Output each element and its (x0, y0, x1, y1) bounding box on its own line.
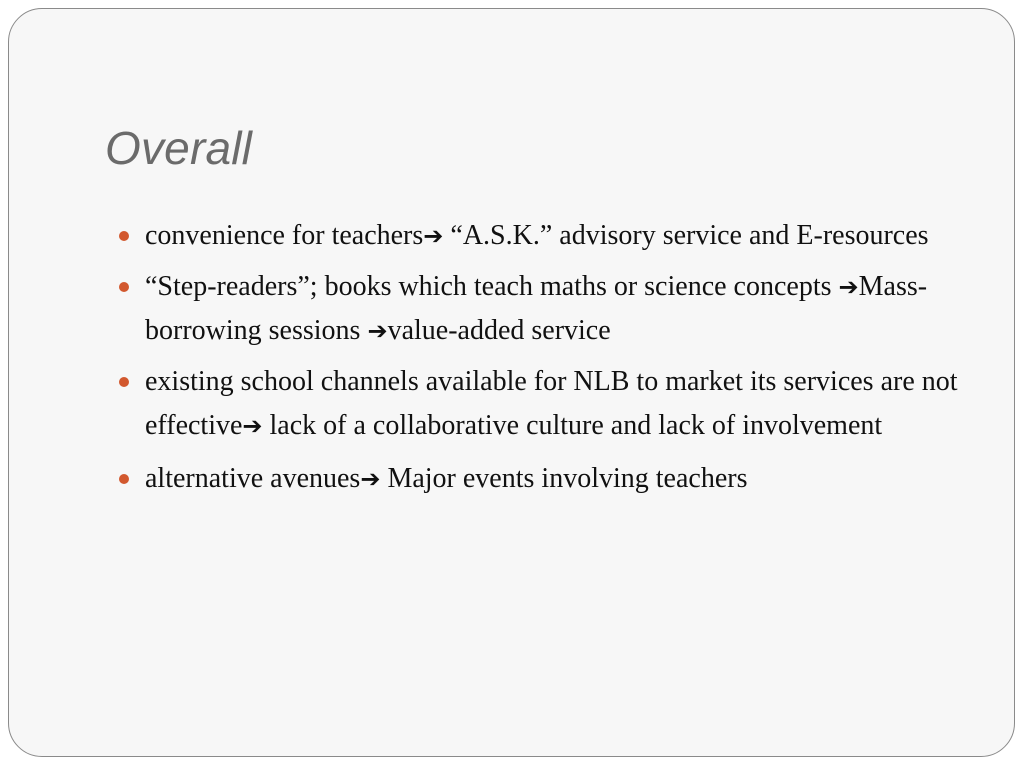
slide (8, 8, 1015, 757)
bullet-text-segment: value-added service (387, 315, 611, 346)
bullet-text-segment: “Step-readers”; books which teach maths or science concepts (145, 271, 839, 302)
bullet-text-segment: existing school channels available for NLB to market its services are not effective (145, 366, 958, 441)
bullet-text-segment: lack of a collaborative culture and lack of involvement (262, 410, 883, 441)
bullet-dot-icon (119, 231, 129, 241)
slide-title: Overall (105, 122, 253, 174)
bullet-text-segment: alternative avenues (145, 463, 361, 494)
bullet-item (119, 214, 969, 258)
bullet-text-segment: Mass-borrowing sessions (145, 271, 928, 346)
bullet-list (119, 214, 969, 508)
right-arrow-icon: ➔ (367, 317, 388, 345)
bullet-text-segment: “A.S.K.” advisory service and E-resources (443, 220, 929, 251)
bullet-dot-icon (119, 474, 129, 484)
bullet-dot-icon (119, 377, 129, 387)
bullet-item (119, 360, 969, 448)
right-arrow-icon: ➔ (242, 412, 263, 440)
bullet-text-segment: convenience for teachers (145, 220, 424, 251)
bullet-item (119, 457, 969, 501)
bullet-item (119, 265, 969, 353)
bullet-text-segment: Major events involving teachers (380, 463, 748, 494)
right-arrow-icon: ➔ (360, 465, 381, 493)
right-arrow-icon: ➔ (423, 222, 444, 250)
bullet-dot-icon (119, 282, 129, 292)
right-arrow-icon: ➔ (838, 273, 859, 301)
